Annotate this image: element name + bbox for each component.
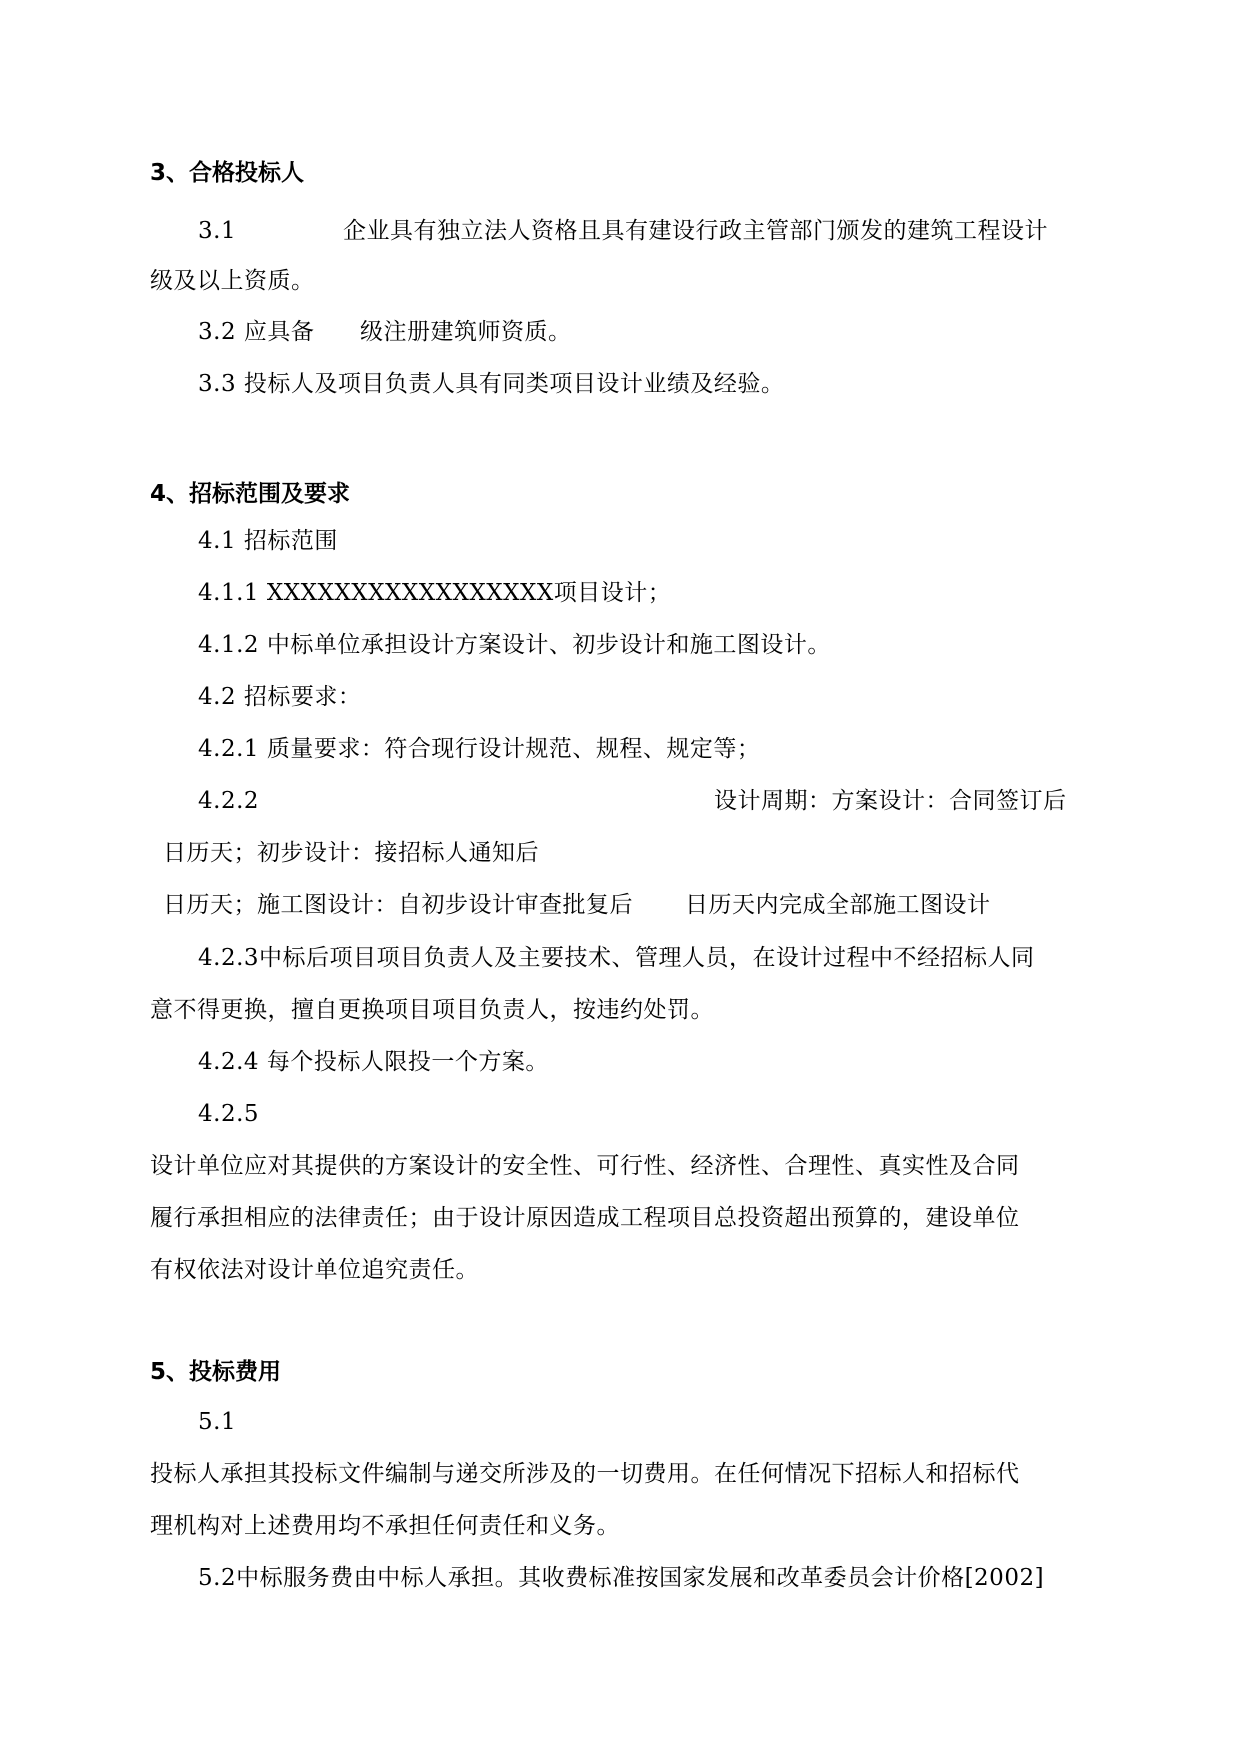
clause-5-2: 5.2中标服务费由中标人承担。其收费标准按国家发展和改革委员会计价格[2002]: [198, 1565, 1045, 1591]
clause-4-2-2-number: 4.2.2: [198, 788, 260, 814]
clause-4-1-2: 4.1.2 中标单位承担设计方案设计、初步设计和施工图设计。: [198, 632, 831, 658]
clause-4-2-3-line2: 意不得更换，擅自更换项目项目负责人，按违约处罚。: [150, 997, 714, 1023]
clause-3-1-text: 企业具有独立法人资格且具有建设行政主管部门颁发的建筑工程设计: [343, 218, 1048, 244]
clause-4-2-5-line1: 设计单位应对其提供的方案设计的安全性、可行性、经济性、合理性、真实性及合同: [150, 1153, 1020, 1179]
clause-4-2-2-line3a: 日历天；施工图设计：自初步设计审查批复后: [163, 892, 633, 918]
clause-4-2-2-line3b: 日历天内完成全部施工图设计: [685, 892, 991, 918]
clause-3-2-prefix: 3.2 应具备: [198, 319, 315, 345]
section-heading-4: 4、招标范围及要求: [150, 481, 351, 507]
clause-4-2-1: 4.2.1 质量要求：符合现行设计规范、规程、规定等；: [198, 736, 761, 762]
clause-4-1: 4.1 招标范围: [198, 528, 338, 554]
section-heading-5: 5、投标费用: [150, 1359, 282, 1385]
clause-4-1-1: 4.1.1 XXXXXXXXXXXXXXXXX项目设计；: [198, 580, 672, 606]
clause-3-2-suffix: 级注册建筑师资质。: [360, 319, 572, 345]
clause-4-2-4: 4.2.4 每个投标人限投一个方案。: [198, 1049, 549, 1075]
clause-4-2-3-line1: 4.2.3中标后项目项目负责人及主要技术、管理人员，在设计过程中不经招标人同: [198, 945, 1035, 971]
clause-4-2-2-text: 设计周期：方案设计：合同签订后: [714, 788, 1067, 814]
clause-4-2-2-line2: 日历天；初步设计：接招标人通知后: [163, 840, 539, 866]
clause-5-1-line2: 理机构对上述费用均不承担任何责任和义务。: [150, 1513, 620, 1539]
clause-3-1-number: 3.1: [198, 218, 237, 244]
clause-4-2-5-line3: 有权依法对设计单位追究责任。: [150, 1257, 479, 1283]
clause-4-2-5-line2: 履行承担相应的法律责任；由于设计原因造成工程项目总投资超出预算的，建设单位: [150, 1205, 1020, 1231]
clause-4-2: 4.2 招标要求：: [198, 684, 362, 710]
clause-4-2-5-number: 4.2.5: [198, 1101, 260, 1127]
clause-3-1-continuation: 级及以上资质。: [150, 268, 315, 294]
clause-5-1-number: 5.1: [198, 1409, 237, 1435]
section-heading-3: 3、合格投标人: [150, 160, 305, 186]
clause-3-3: 3.3 投标人及项目负责人具有同类项目设计业绩及经验。: [198, 371, 785, 397]
clause-5-1-line1: 投标人承担其投标文件编制与递交所涉及的一切费用。在任何情况下招标人和招标代: [150, 1461, 1020, 1487]
